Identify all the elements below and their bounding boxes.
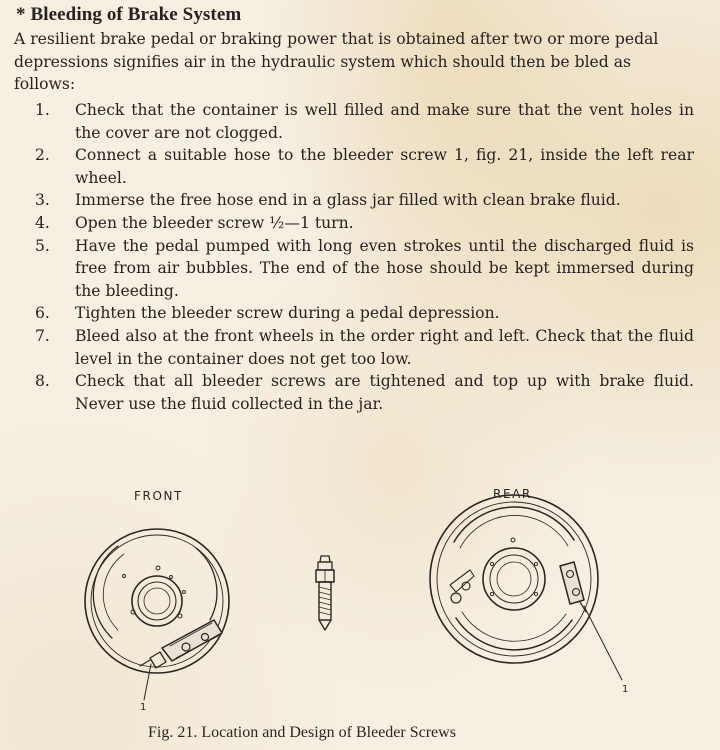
- step-number: 1.: [35, 101, 50, 119]
- step-number: 5.: [35, 236, 50, 255]
- step-number: 8.: [35, 372, 50, 391]
- step-text: Open the bleeder screw ½—1 turn.: [75, 213, 354, 232]
- bleeder-screw-detail-drawing: [316, 556, 334, 630]
- figure-21: [0, 470, 720, 750]
- front-callout-number: 1: [140, 702, 147, 713]
- step-number: 3.: [35, 191, 50, 210]
- step-text: Bleed also at the front wheels in the order right and left. Check that the fluid level in the container does not get too low.: [75, 326, 694, 368]
- step-item: [14, 99, 694, 144]
- step-text: Have the pedal pumped with long even strokes until the discharged fluid is free from air bubbles. The end of the hose should be kept immersed during the bleeding.: [75, 236, 694, 300]
- intro-paragraph: A resilient brake pedal or braking power that is obtained after two or more pedal depressions signifies air in the hydraulic system which should then be bled as follows:: [14, 30, 659, 94]
- step-number: 2.: [35, 146, 50, 165]
- front-label: FRONT: [134, 489, 183, 503]
- step-text: Check that the container is well filled and make sure that the vent holes in the cover are not clogged.: [75, 101, 694, 142]
- front-brake-plate-drawing: [85, 529, 229, 700]
- step-item: [14, 325, 694, 370]
- bleeding-steps-list: [14, 99, 694, 415]
- step-item: [14, 235, 694, 303]
- bleeder-screw-illustration: [0, 470, 720, 720]
- step-text: Check that all bleeder screws are tightened and top up with brake fluid. Never use the fluid collected in the jar.: [75, 372, 694, 413]
- rear-label: REAR: [493, 487, 532, 501]
- step-text: Tighten the bleeder screw during a pedal depression.: [75, 304, 500, 323]
- rear-callout-number: 1: [622, 684, 629, 695]
- section-heading: * Bleeding of Brake System: [16, 4, 242, 25]
- step-item: [14, 144, 694, 189]
- step-number: 4.: [35, 213, 50, 232]
- step-item: [14, 189, 694, 212]
- step-item: [14, 370, 694, 415]
- step-item: [14, 212, 694, 235]
- step-item: [14, 302, 694, 325]
- step-number: 7.: [35, 326, 50, 345]
- figure-caption: Fig. 21. Location and Design of Bleeder Screws: [148, 724, 456, 741]
- step-text: Connect a suitable hose to the bleeder screw 1, fig. 21, inside the left rear wheel.: [75, 146, 694, 187]
- step-number: 6.: [35, 304, 50, 323]
- rear-brake-plate-drawing: [430, 495, 622, 680]
- step-text: Immerse the free hose end in a glass jar filled with clean brake fluid.: [75, 191, 621, 210]
